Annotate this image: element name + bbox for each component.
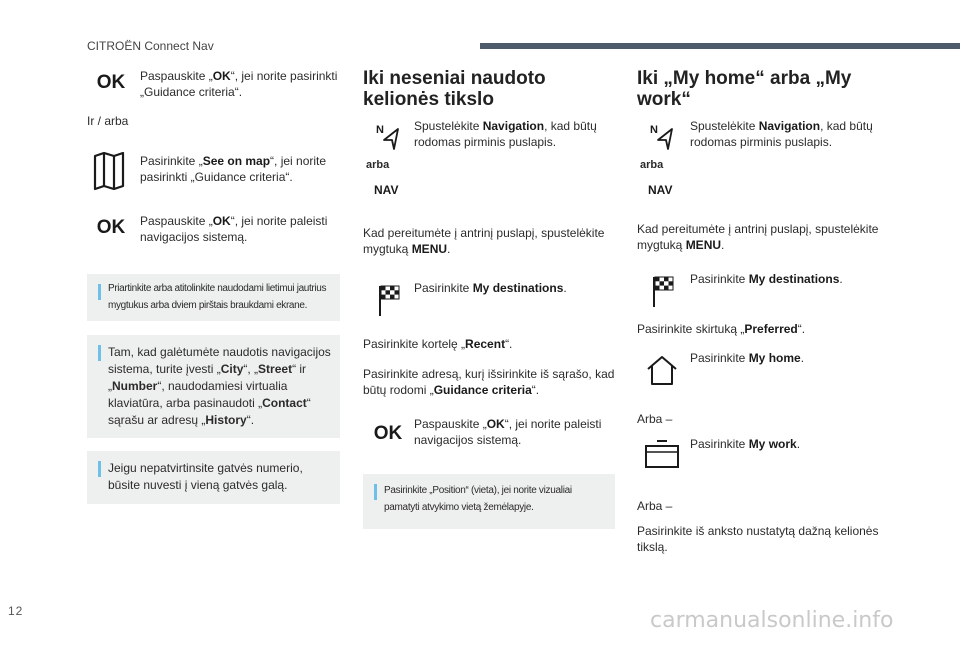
note-bar: [98, 284, 101, 300]
note-zoom: [87, 274, 340, 321]
note-text: Pasirinkite „Position“ (vieta), jei norite vizualiai pamatyti atvykimo vietą žemėlapyje.: [384, 485, 572, 513]
home-icon: [645, 353, 679, 387]
note-bar: [98, 461, 101, 477]
step-ok-start: Paspauskite „OK“, jei norite paleisti navigacijos sistemą.: [414, 417, 602, 447]
step-ok-start: Paspauskite „OK“, jei norite paleisti navigacijos sistemą.: [140, 214, 328, 244]
map-icon: [92, 152, 126, 190]
ok-icon: OK: [373, 423, 403, 444]
para-menu: Kad pereitumėte į antrinį puslapį, spustelėkite mygtuką MENU.: [637, 222, 879, 252]
para-select-address: Pasirinkite adresą, kurį išsirinkite iš sąrašo, kad būtų rodomi „Guidance criteria“.: [363, 367, 615, 397]
navigation-arrow-icon: [380, 126, 402, 152]
navigation-arrow-icon: [654, 126, 676, 152]
nav-button-label: NAV: [374, 183, 399, 197]
para-preset-destination: Pasirinkite iš anksto nustatytą dažną kelionės tikslą.: [637, 524, 879, 554]
step-my-work: Pasirinkite My work.: [690, 437, 801, 451]
step-my-destinations: Pasirinkite My destinations.: [414, 281, 567, 295]
nav-n-label: N: [376, 124, 384, 136]
step-my-destinations: Pasirinkite My destinations.: [690, 272, 843, 286]
page-number: 12: [8, 604, 24, 618]
arba-label: arba: [640, 159, 664, 171]
or-text: Ir / arba: [87, 114, 129, 128]
note-street-number: [87, 451, 340, 504]
note-position: [363, 474, 615, 529]
step-click-navigation: Spustelėkite Navigation, kad būtų rodomas pirminis puslapis.: [690, 119, 873, 149]
step-my-home: Pasirinkite My home.: [690, 351, 805, 365]
watermark: carmanualsonline.info: [650, 608, 894, 633]
checkered-flag-icon: [378, 285, 400, 317]
step-see-on-map: Pasirinkite „See on map“, jei norite pasirinkti „Guidance criteria“.: [140, 154, 327, 184]
nav-n-label: N: [650, 124, 658, 136]
step-click-navigation: Spustelėkite Navigation, kad būtų rodomas pirminis puslapis.: [414, 119, 597, 149]
briefcase-icon: [644, 438, 680, 470]
ok-icon: OK: [96, 72, 126, 93]
arba-label: arba: [366, 159, 390, 171]
nav-button-label: NAV: [648, 183, 673, 197]
note-text: Jeigu nepatvirtinsite gatvės numerio, būsite nuvesti į vieną gatvės galą.: [108, 461, 303, 492]
section-heading-recent: Iki neseniai naudoto kelionės tikslo: [363, 68, 546, 110]
note-bar: [98, 345, 101, 361]
header-bar: [480, 43, 960, 49]
note-navigation-input: [87, 335, 340, 438]
or-text: Arba –: [637, 412, 673, 426]
para-preferred-tab: Pasirinkite skirtuką „Preferred“.: [637, 322, 806, 336]
note-bar: [374, 484, 377, 500]
step-ok-guidance: Paspauskite „OK“, jei norite pasirinkti „Guidance criteria“.: [140, 69, 338, 99]
or-text: Arba –: [637, 499, 673, 513]
para-recent-tab: Pasirinkite kortelę „Recent“.: [363, 337, 513, 351]
section-heading-home-work: Iki „My home“ arba „My work“: [637, 68, 852, 110]
ok-icon: OK: [96, 217, 126, 238]
para-menu: Kad pereitumėte į antrinį puslapį, spustelėkite mygtuką MENU.: [363, 226, 605, 256]
header-title: CITROËN Connect Nav: [87, 39, 214, 53]
checkered-flag-icon: [652, 276, 674, 308]
note-text: Priartinkite arba atitolinkite naudodami lietimui jautrius mygtukus arba dviem pirštais braukdami ekrane.: [108, 283, 327, 311]
note-text: Tam, kad galėtumėte naudotis navigacijos sistema, turite įvesti „City“, „Street“ ir „Number“, naudodamiesi virtualia klaviatūra, arba pasinaudoti „Contact“ sąrašu ar adresų „History“.: [108, 345, 331, 427]
